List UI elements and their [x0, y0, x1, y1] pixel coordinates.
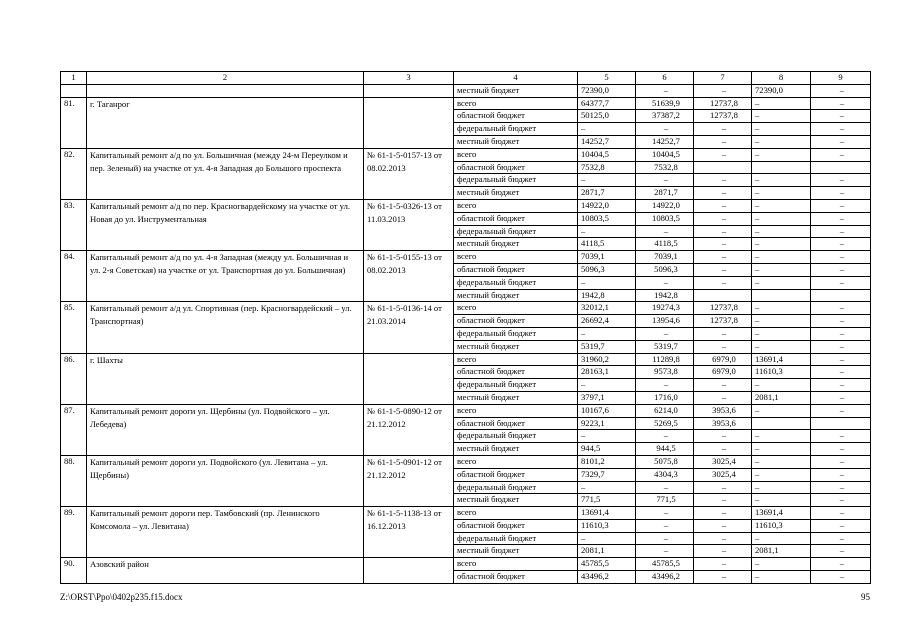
- value-cell: –: [811, 366, 871, 379]
- value-cell: –: [752, 558, 811, 571]
- value-cell: [811, 289, 871, 302]
- value-cell: –: [752, 340, 811, 353]
- value-cell: 45785,5: [636, 558, 694, 571]
- value-cell: 5319,7: [636, 340, 694, 353]
- value-cell: 11289,8: [636, 353, 694, 366]
- document-cell: [364, 558, 454, 584]
- funding-source-cell: федеральный бюджет: [454, 327, 578, 340]
- funding-source-cell: федеральный бюджет: [454, 532, 578, 545]
- value-cell: –: [752, 315, 811, 328]
- value-cell: –: [811, 327, 871, 340]
- value-cell: –: [752, 238, 811, 251]
- value-cell: [811, 417, 871, 430]
- value-cell: 2871,7: [578, 187, 636, 200]
- value-cell: 13954,6: [636, 315, 694, 328]
- document-cell: № 61-1-5-0136-14 от 21.03.2014: [364, 302, 454, 353]
- value-cell: 45785,5: [578, 558, 636, 571]
- value-cell: –: [694, 225, 752, 238]
- value-cell: 51639,9: [636, 97, 694, 110]
- row-number-cell: 85.: [61, 302, 87, 353]
- document-path: Z:\ORST\Ppo\0402p235.f15.docx: [60, 592, 183, 602]
- table-row: [61, 455, 871, 468]
- value-cell: 2871,7: [636, 187, 694, 200]
- row-number-cell: 84.: [61, 251, 87, 302]
- table-row: [61, 404, 871, 417]
- value-cell: –: [694, 187, 752, 200]
- value-cell: –: [636, 123, 694, 136]
- value-cell: –: [752, 455, 811, 468]
- value-cell: 31960,2: [578, 353, 636, 366]
- value-cell: –: [811, 404, 871, 417]
- value-cell: –: [752, 430, 811, 443]
- value-cell: –: [694, 379, 752, 392]
- value-cell: 944,5: [636, 443, 694, 456]
- funding-source-cell: всего: [454, 455, 578, 468]
- page-number: 95: [861, 592, 870, 602]
- value-cell: –: [752, 263, 811, 276]
- column-number: 4: [454, 72, 578, 85]
- funding-source-cell: всего: [454, 507, 578, 520]
- value-cell: 8101,2: [578, 455, 636, 468]
- value-cell: –: [811, 225, 871, 238]
- value-cell: 6979,0: [694, 366, 752, 379]
- funding-source-cell: местный бюджет: [454, 391, 578, 404]
- value-cell: –: [578, 276, 636, 289]
- funding-source-cell: всего: [454, 199, 578, 212]
- value-cell: 10167,6: [578, 404, 636, 417]
- value-cell: –: [811, 251, 871, 264]
- value-cell: 7039,1: [578, 251, 636, 264]
- value-cell: –: [636, 532, 694, 545]
- value-cell: 7532,8: [636, 161, 694, 174]
- value-cell: 9223,1: [578, 417, 636, 430]
- funding-source-cell: областной бюджет: [454, 366, 578, 379]
- funding-source-cell: областной бюджет: [454, 315, 578, 328]
- table-body: [61, 84, 871, 583]
- table-row: [61, 97, 871, 110]
- value-cell: –: [694, 494, 752, 507]
- value-cell: –: [694, 443, 752, 456]
- value-cell: 1942,8: [578, 289, 636, 302]
- value-cell: –: [811, 148, 871, 161]
- value-cell: –: [811, 315, 871, 328]
- value-cell: –: [811, 571, 871, 584]
- funding-source-cell: всего: [454, 558, 578, 571]
- document-cell: [364, 353, 454, 404]
- funding-source-cell: федеральный бюджет: [454, 174, 578, 187]
- value-cell: 4304,3: [636, 468, 694, 481]
- value-cell: –: [636, 276, 694, 289]
- value-cell: –: [811, 391, 871, 404]
- value-cell: –: [694, 340, 752, 353]
- value-cell: –: [811, 494, 871, 507]
- value-cell: 5319,7: [578, 340, 636, 353]
- value-cell: –: [752, 276, 811, 289]
- table-row: [61, 84, 871, 97]
- value-cell: –: [694, 571, 752, 584]
- value-cell: –: [752, 148, 811, 161]
- value-cell: –: [578, 174, 636, 187]
- value-cell: 14922,0: [636, 199, 694, 212]
- column-number: 9: [811, 72, 871, 85]
- funding-source-cell: всего: [454, 251, 578, 264]
- value-cell: –: [636, 84, 694, 97]
- value-cell: 7532,8: [578, 161, 636, 174]
- value-cell: 72390,0: [752, 84, 811, 97]
- funding-source-cell: областной бюджет: [454, 110, 578, 123]
- value-cell: –: [811, 519, 871, 532]
- funding-source-cell: всего: [454, 97, 578, 110]
- value-cell: 13691,4: [752, 353, 811, 366]
- column-number: 8: [752, 72, 811, 85]
- funding-source-cell: всего: [454, 302, 578, 315]
- value-cell: 7039,1: [636, 251, 694, 264]
- value-cell: –: [811, 302, 871, 315]
- row-number-cell: 81.: [61, 97, 87, 148]
- funding-source-cell: областной бюджет: [454, 417, 578, 430]
- value-cell: –: [694, 391, 752, 404]
- document-cell: [364, 97, 454, 148]
- value-cell: 7329,7: [578, 468, 636, 481]
- object-name-cell: Капитальный ремонт а/д по ул. 4-я Западная (между ул. Большичная и ул. 2-я Советская) на участке от ул. Транспортная до ул. Большичная): [87, 251, 364, 302]
- funding-source-cell: областной бюджет: [454, 519, 578, 532]
- funding-source-cell: областной бюджет: [454, 571, 578, 584]
- value-cell: [811, 161, 871, 174]
- funding-source-cell: областной бюджет: [454, 212, 578, 225]
- object-name-cell: Капитальный ремонт а/д по ул. Большичная (между 24-м Переулком и пер. Зеленый) на участке от ул. 4-я Западная до Большого проспекта: [87, 148, 364, 199]
- value-cell: –: [752, 532, 811, 545]
- value-cell: 14922,0: [578, 199, 636, 212]
- object-name-cell: Капитальный ремонт а/д ул. Спортивная (пер. Красногвардейский – ул. Транспортная): [87, 302, 364, 353]
- value-cell: 3025,4: [694, 455, 752, 468]
- document-cell: № 61-1-5-0326-13 от 11.03.2013: [364, 199, 454, 250]
- value-cell: –: [811, 110, 871, 123]
- value-cell: –: [636, 545, 694, 558]
- value-cell: [694, 161, 752, 174]
- funding-source-cell: всего: [454, 148, 578, 161]
- value-cell: 2081,1: [752, 545, 811, 558]
- value-cell: 3025,4: [694, 468, 752, 481]
- value-cell: 3953,6: [694, 417, 752, 430]
- document-cell: № 61-1-5-0901-12 от 21.12.2012: [364, 455, 454, 506]
- table-row: [61, 251, 871, 264]
- funding-source-cell: федеральный бюджет: [454, 430, 578, 443]
- value-cell: –: [752, 187, 811, 200]
- value-cell: 5075,8: [636, 455, 694, 468]
- object-name-cell: Капитальный ремонт а/д по пер. Красногвардейскому на участке от ул. Новая до ул. Инструментальная: [87, 199, 364, 250]
- value-cell: –: [752, 404, 811, 417]
- value-cell: –: [811, 443, 871, 456]
- value-cell: –: [578, 481, 636, 494]
- value-cell: 6214,0: [636, 404, 694, 417]
- value-cell: –: [752, 302, 811, 315]
- value-cell: –: [636, 507, 694, 520]
- value-cell: –: [636, 327, 694, 340]
- row-number-cell: [61, 84, 87, 97]
- value-cell: –: [752, 443, 811, 456]
- row-number-cell: 86.: [61, 353, 87, 404]
- value-cell: –: [636, 519, 694, 532]
- value-cell: –: [811, 545, 871, 558]
- value-cell: –: [811, 340, 871, 353]
- table-row: [61, 302, 871, 315]
- value-cell: –: [752, 174, 811, 187]
- value-cell: 13691,4: [578, 507, 636, 520]
- value-cell: 10803,5: [636, 212, 694, 225]
- value-cell: 5096,3: [636, 263, 694, 276]
- value-cell: –: [811, 123, 871, 136]
- value-cell: –: [578, 532, 636, 545]
- value-cell: 1942,8: [636, 289, 694, 302]
- value-cell: 14252,7: [578, 135, 636, 148]
- value-cell: 4118,5: [578, 238, 636, 251]
- value-cell: –: [578, 379, 636, 392]
- funding-source-cell: местный бюджет: [454, 135, 578, 148]
- value-cell: –: [578, 430, 636, 443]
- column-number: 1: [61, 72, 87, 85]
- row-number-cell: 90.: [61, 558, 87, 584]
- value-cell: –: [752, 571, 811, 584]
- funding-source-cell: местный бюджет: [454, 545, 578, 558]
- value-cell: 26692,4: [578, 315, 636, 328]
- value-cell: 72390,0: [578, 84, 636, 97]
- table-row: [61, 199, 871, 212]
- value-cell: 944,5: [578, 443, 636, 456]
- value-cell: –: [694, 251, 752, 264]
- value-cell: –: [694, 199, 752, 212]
- value-cell: –: [752, 123, 811, 136]
- document-cell: № 61-1-5-0155-13 от 08.02.2013: [364, 251, 454, 302]
- row-number-cell: 83.: [61, 199, 87, 250]
- value-cell: 10404,5: [578, 148, 636, 161]
- value-cell: [752, 417, 811, 430]
- value-cell: –: [694, 135, 752, 148]
- value-cell: 32012,1: [578, 302, 636, 315]
- value-cell: 14252,7: [636, 135, 694, 148]
- value-cell: –: [811, 84, 871, 97]
- row-number-cell: 89.: [61, 507, 87, 558]
- funding-source-cell: местный бюджет: [454, 340, 578, 353]
- document-cell: № 61-1-5-1138-13 от 16.12.2013: [364, 507, 454, 558]
- value-cell: 28163,1: [578, 366, 636, 379]
- value-cell: –: [811, 238, 871, 251]
- funding-source-cell: федеральный бюджет: [454, 379, 578, 392]
- funding-source-cell: местный бюджет: [454, 494, 578, 507]
- value-cell: 10404,5: [636, 148, 694, 161]
- value-cell: –: [811, 468, 871, 481]
- value-cell: 2081,1: [752, 391, 811, 404]
- funding-source-cell: федеральный бюджет: [454, 123, 578, 136]
- object-name-cell: г. Таганрог: [87, 97, 364, 148]
- value-cell: 37387,2: [636, 110, 694, 123]
- column-number: 2: [87, 72, 364, 85]
- value-cell: –: [636, 225, 694, 238]
- value-cell: 9573,8: [636, 366, 694, 379]
- funding-source-cell: областной бюджет: [454, 263, 578, 276]
- column-number: 6: [636, 72, 694, 85]
- value-cell: –: [752, 110, 811, 123]
- value-cell: 43496,2: [578, 571, 636, 584]
- value-cell: –: [636, 379, 694, 392]
- value-cell: –: [811, 97, 871, 110]
- value-cell: –: [811, 481, 871, 494]
- value-cell: –: [811, 532, 871, 545]
- value-cell: –: [694, 238, 752, 251]
- funding-source-cell: местный бюджет: [454, 84, 578, 97]
- value-cell: 3797,1: [578, 391, 636, 404]
- funding-source-cell: федеральный бюджет: [454, 481, 578, 494]
- value-cell: –: [694, 276, 752, 289]
- value-cell: –: [752, 225, 811, 238]
- object-name-cell: Капитальный ремонт дороги ул. Щербины (ул. Подвойского – ул. Лебедева): [87, 404, 364, 455]
- object-name-cell: Капитальный ремонт дороги пер. Тамбовский (пр. Ленинского Комсомола – ул. Левитана): [87, 507, 364, 558]
- value-cell: –: [752, 494, 811, 507]
- value-cell: –: [694, 212, 752, 225]
- object-name-cell: г. Шахты: [87, 353, 364, 404]
- value-cell: 4118,5: [636, 238, 694, 251]
- table-row: [61, 353, 871, 366]
- value-cell: –: [694, 519, 752, 532]
- value-cell: 50125,0: [578, 110, 636, 123]
- funding-source-cell: местный бюджет: [454, 443, 578, 456]
- value-cell: –: [811, 379, 871, 392]
- value-cell: 1716,0: [636, 391, 694, 404]
- value-cell: –: [811, 135, 871, 148]
- column-number-row: [61, 72, 871, 85]
- value-cell: 6979,0: [694, 353, 752, 366]
- value-cell: 771,5: [578, 494, 636, 507]
- value-cell: –: [811, 276, 871, 289]
- value-cell: –: [694, 123, 752, 136]
- value-cell: –: [752, 327, 811, 340]
- value-cell: –: [636, 481, 694, 494]
- object-name-cell: Азовский район: [87, 558, 364, 584]
- row-number-cell: 87.: [61, 404, 87, 455]
- value-cell: –: [694, 532, 752, 545]
- value-cell: 43496,2: [636, 571, 694, 584]
- value-cell: –: [694, 327, 752, 340]
- value-cell: 12737,8: [694, 302, 752, 315]
- value-cell: –: [694, 430, 752, 443]
- value-cell: 2081,1: [578, 545, 636, 558]
- value-cell: –: [578, 123, 636, 136]
- value-cell: –: [694, 545, 752, 558]
- column-number: 3: [364, 72, 454, 85]
- object-name-cell: Капитальный ремонт дороги ул. Подвойского (ул. Левитана – ул. Щербины): [87, 455, 364, 506]
- value-cell: 13691,4: [752, 507, 811, 520]
- funding-source-cell: областной бюджет: [454, 161, 578, 174]
- funding-source-cell: федеральный бюджет: [454, 225, 578, 238]
- value-cell: –: [694, 507, 752, 520]
- column-number: 7: [694, 72, 752, 85]
- value-cell: [694, 289, 752, 302]
- table-row: [61, 558, 871, 571]
- value-cell: –: [636, 430, 694, 443]
- budget-table: [60, 71, 871, 584]
- value-cell: –: [811, 199, 871, 212]
- table-row: [61, 148, 871, 161]
- value-cell: 12737,8: [694, 110, 752, 123]
- value-cell: –: [694, 558, 752, 571]
- value-cell: –: [752, 481, 811, 494]
- value-cell: –: [811, 558, 871, 571]
- value-cell: –: [752, 251, 811, 264]
- value-cell: –: [694, 481, 752, 494]
- value-cell: 12737,8: [694, 315, 752, 328]
- value-cell: –: [752, 135, 811, 148]
- value-cell: –: [694, 263, 752, 276]
- value-cell: –: [694, 148, 752, 161]
- value-cell: –: [636, 174, 694, 187]
- document-cell: № 61-1-5-0890-12 от 21.12.2012: [364, 404, 454, 455]
- value-cell: –: [578, 225, 636, 238]
- value-cell: [752, 161, 811, 174]
- funding-source-cell: всего: [454, 353, 578, 366]
- value-cell: 5096,3: [578, 263, 636, 276]
- value-cell: –: [752, 468, 811, 481]
- value-cell: –: [578, 327, 636, 340]
- document-cell: [364, 84, 454, 97]
- value-cell: 64377,7: [578, 97, 636, 110]
- value-cell: –: [752, 379, 811, 392]
- value-cell: 3953,6: [694, 404, 752, 417]
- value-cell: 771,5: [636, 494, 694, 507]
- value-cell: –: [811, 263, 871, 276]
- value-cell: 19274,3: [636, 302, 694, 315]
- value-cell: –: [811, 507, 871, 520]
- value-cell: –: [752, 199, 811, 212]
- funding-source-cell: местный бюджет: [454, 289, 578, 302]
- value-cell: 10803,5: [578, 212, 636, 225]
- value-cell: –: [694, 84, 752, 97]
- value-cell: 11610,3: [752, 366, 811, 379]
- funding-source-cell: местный бюджет: [454, 187, 578, 200]
- value-cell: –: [811, 430, 871, 443]
- value-cell: 12737,8: [694, 97, 752, 110]
- funding-source-cell: федеральный бюджет: [454, 276, 578, 289]
- value-cell: –: [811, 455, 871, 468]
- value-cell: –: [811, 353, 871, 366]
- value-cell: –: [752, 212, 811, 225]
- column-number: 5: [578, 72, 636, 85]
- object-name-cell: [87, 84, 364, 97]
- row-number-cell: 82.: [61, 148, 87, 199]
- value-cell: 11610,3: [578, 519, 636, 532]
- row-number-cell: 88.: [61, 455, 87, 506]
- value-cell: –: [811, 174, 871, 187]
- funding-source-cell: областной бюджет: [454, 468, 578, 481]
- value-cell: 5269,5: [636, 417, 694, 430]
- value-cell: –: [811, 212, 871, 225]
- value-cell: –: [694, 174, 752, 187]
- document-cell: № 61-1-5-0157-13 от 08.02.2013: [364, 148, 454, 199]
- value-cell: 11610,3: [752, 519, 811, 532]
- table-row: [61, 507, 871, 520]
- value-cell: –: [811, 187, 871, 200]
- value-cell: [752, 289, 811, 302]
- funding-source-cell: местный бюджет: [454, 238, 578, 251]
- funding-source-cell: всего: [454, 404, 578, 417]
- value-cell: –: [752, 97, 811, 110]
